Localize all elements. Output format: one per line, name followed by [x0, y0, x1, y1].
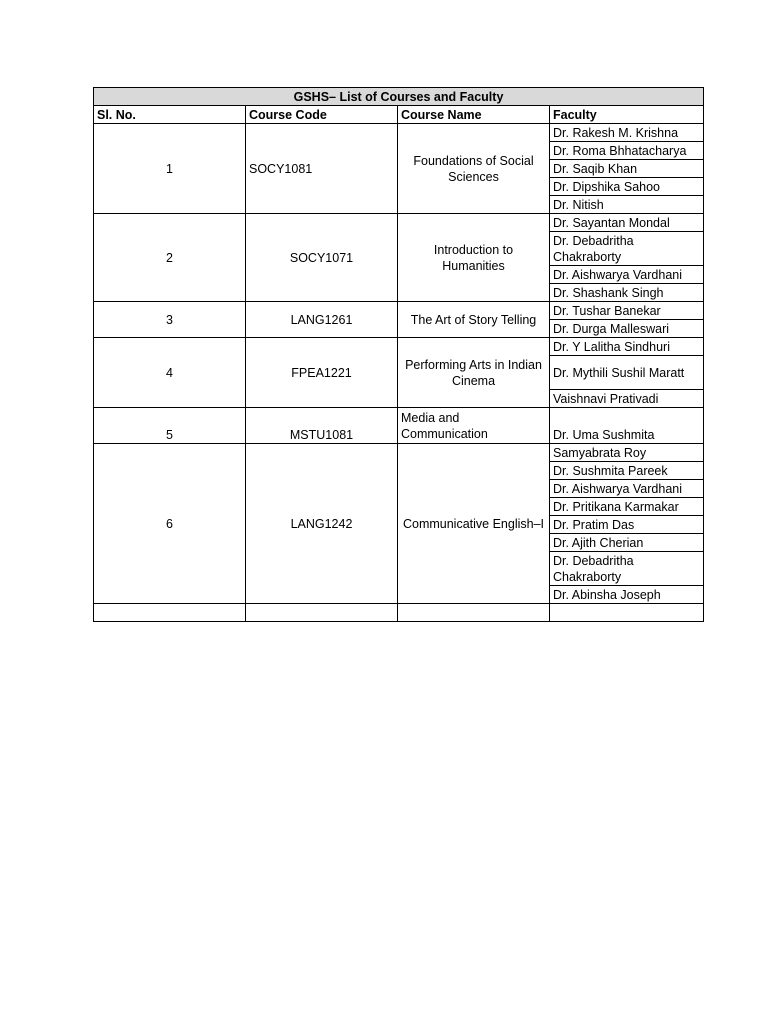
- table-row: [94, 214, 704, 232]
- faculty-cell: Vaishnavi Prativadi: [550, 390, 704, 408]
- empty-cell: [246, 604, 398, 622]
- faculty-cell: Dr. Sayantan Mondal: [550, 214, 704, 232]
- faculty-cell: Dr. Sushmita Pareek: [550, 462, 704, 480]
- course-name-cell: Foundations of Social Sciences: [398, 124, 550, 214]
- table-row: [94, 124, 704, 142]
- sl-no-cell: 3: [94, 302, 246, 338]
- faculty-cell: Dr. Roma Bhhatacharya: [550, 142, 704, 160]
- faculty-cell: Dr. Saqib Khan: [550, 160, 704, 178]
- courses-table: [93, 87, 704, 622]
- course-code-cell: LANG1242: [246, 444, 398, 604]
- sl-no-cell: 1: [94, 124, 246, 214]
- table-row: [94, 444, 704, 462]
- empty-cell: [94, 604, 246, 622]
- header-course-name: Course Name: [398, 106, 550, 124]
- course-code-cell: SOCY1081: [246, 124, 398, 214]
- faculty-cell: Dr. Aishwarya Vardhani: [550, 480, 704, 498]
- sl-no-cell: 2: [94, 214, 246, 302]
- course-name-cell: The Art of Story Telling: [398, 302, 550, 338]
- course-name-cell: Performing Arts in Indian Cinema: [398, 338, 550, 408]
- faculty-cell: Dr. Shashank Singh: [550, 284, 704, 302]
- course-name-cell: Introduction to Humanities: [398, 214, 550, 302]
- faculty-cell: Dr. Nitish: [550, 196, 704, 214]
- course-code-cell: FPEA1221: [246, 338, 398, 408]
- faculty-cell: Dr. Durga Malleswari: [550, 320, 704, 338]
- header-course-code: Course Code: [246, 106, 398, 124]
- header-row: [94, 106, 704, 124]
- header-sl-no: Sl. No.: [94, 106, 246, 124]
- faculty-cell: Dr. Ajith Cherian: [550, 534, 704, 552]
- course-code-cell: SOCY1071: [246, 214, 398, 302]
- faculty-cell: Dr. Debadritha Chakraborty: [550, 552, 704, 586]
- course-code-cell: MSTU1081: [246, 408, 398, 444]
- course-code-cell: LANG1261: [246, 302, 398, 338]
- course-name-cell: Media and Communication: [398, 408, 550, 444]
- table-row: [94, 408, 704, 444]
- header-faculty: Faculty: [550, 106, 704, 124]
- empty-cell: [550, 604, 704, 622]
- course-name-cell: Communicative English–I: [398, 444, 550, 604]
- faculty-cell: Dr. Debadritha Chakraborty: [550, 232, 704, 266]
- sl-no-cell: 6: [94, 444, 246, 604]
- faculty-cell: Samyabrata Roy: [550, 444, 704, 462]
- sl-no-cell: 5: [94, 408, 246, 444]
- faculty-cell: Dr. Aishwarya Vardhani: [550, 266, 704, 284]
- table-row: [94, 338, 704, 356]
- faculty-cell: Dr. Mythili Sushil Maratt: [550, 356, 704, 390]
- faculty-cell: Dr. Abinsha Joseph: [550, 586, 704, 604]
- faculty-cell: Dr. Tushar Banekar: [550, 302, 704, 320]
- faculty-cell: Dr. Pratim Das: [550, 516, 704, 534]
- table-title: GSHS– List of Courses and Faculty: [94, 88, 704, 106]
- faculty-cell: Dr. Dipshika Sahoo: [550, 178, 704, 196]
- faculty-cell: Dr. Pritikana Karmakar: [550, 498, 704, 516]
- table-row: [94, 302, 704, 320]
- faculty-cell: Dr. Rakesh M. Krishna: [550, 124, 704, 142]
- empty-cell: [398, 604, 550, 622]
- sl-no-cell: 4: [94, 338, 246, 408]
- faculty-cell: Dr. Y Lalitha Sindhuri: [550, 338, 704, 356]
- faculty-cell: Dr. Uma Sushmita: [550, 408, 704, 444]
- empty-row: [94, 604, 704, 622]
